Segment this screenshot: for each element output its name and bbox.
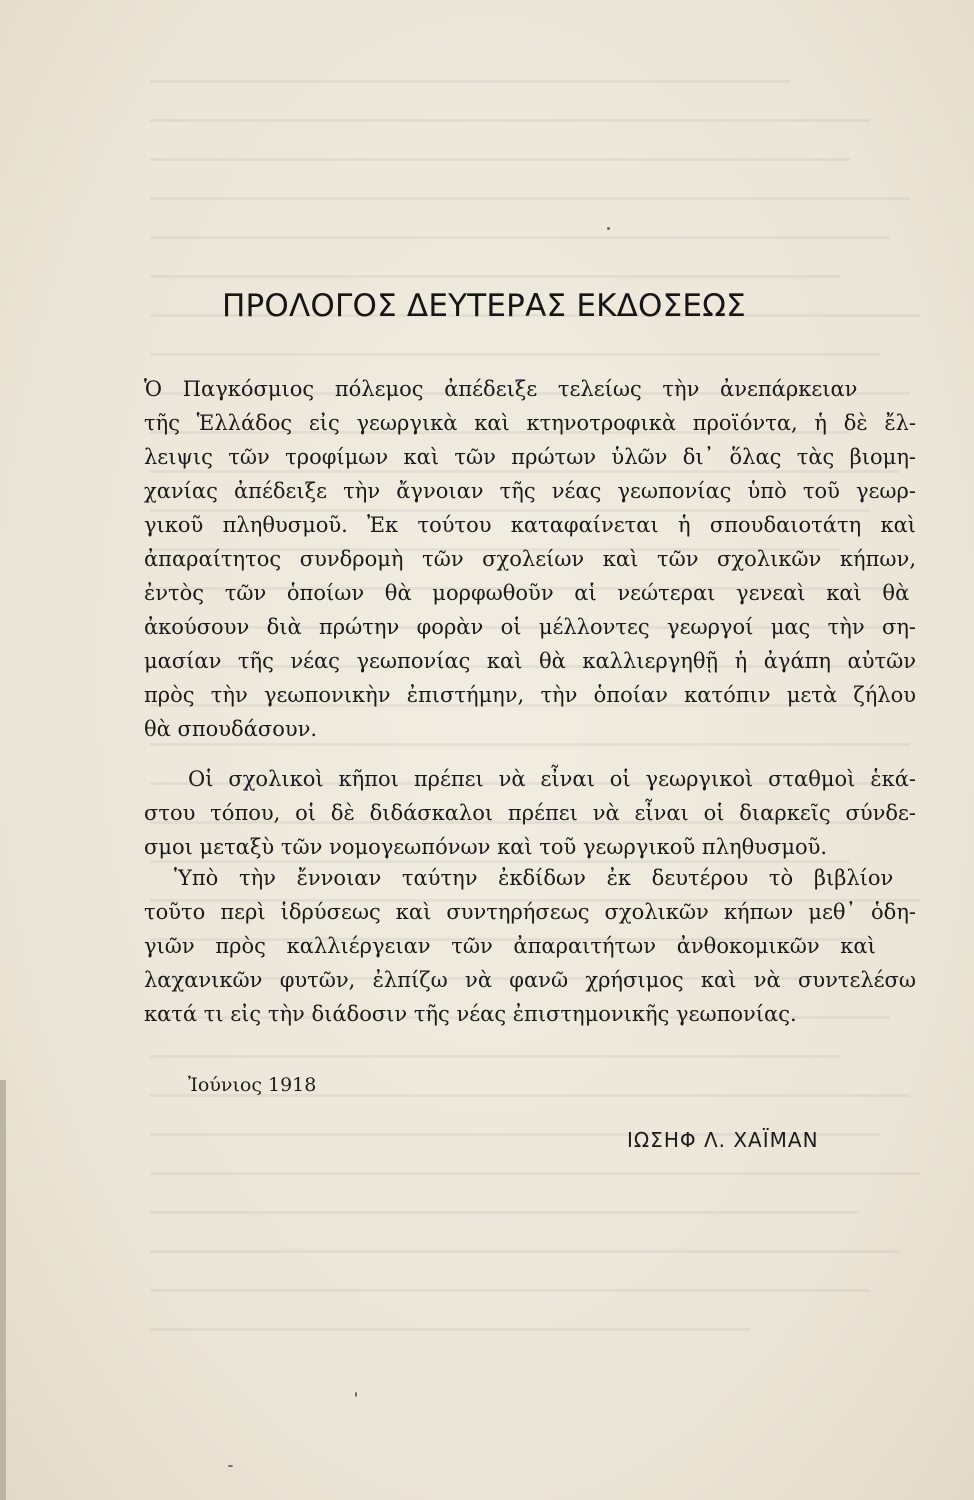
- page-edge-shadow: [0, 1080, 6, 1500]
- text-line: στου τόπου, οἱ δὲ διδάσκαλοι πρέπει νὰ εἶναι οἱ διαρκεῖς σύνδε-: [144, 801, 916, 825]
- text-line: Ὁ Παγκόσμιος πόλεμος ἀπέδειξε τελείως τὴν ἀνεπάρκειαν: [144, 377, 858, 401]
- date-line: Ἰούνιος 1918: [188, 1074, 317, 1096]
- text-line: γιῶν πρὸς καλλιέργειαν τῶν ἀπαραιτήτων ἀνθοκομικῶν καὶ: [144, 934, 876, 958]
- paper-speck: [607, 227, 610, 230]
- paragraph-1: [144, 372, 916, 746]
- text-line: λειψις τῶν τροφίμων καὶ τῶν πρώτων ὑλῶν δι᾽ ὅλας τὰς βιομη-: [144, 445, 916, 469]
- paper-speck: [228, 1465, 233, 1467]
- text-line: πρὸς τὴν γεωπονικὴν ἐπιστήμην, τὴν ὁποίαν κατόπιν μετὰ ζήλου: [144, 683, 916, 707]
- text-line: χανίας ἀπέδειξε τὴν ἄγνοιαν τῆς νέας γεωπονίας ὑπὸ τοῦ γεωρ-: [144, 479, 916, 503]
- text-line: ἀκούσουν διὰ πρώτην φορὰν οἱ μέλλοντες γεωργοί μας τὴν ση-: [144, 615, 916, 639]
- author-signature: ΙΩΣΗΦ Λ. ΧΑΪΜΑΝ: [627, 1128, 819, 1152]
- page-heading: ΠΡΟΛΟΓΟΣ ΔΕΥΤΕΡΑΣ ΕΚΔΟΣΕΩΣ: [222, 288, 746, 324]
- text-line: θὰ σπουδάσουν.: [144, 717, 318, 741]
- text-line: τοῦτο περὶ ἱδρύσεως καὶ συντηρήσεως σχολικῶν κήπων μεθ᾽ ὁδη-: [144, 900, 916, 924]
- text-line: σμοι μεταξὺ τῶν νομογεωπόνων καὶ τοῦ γεωργικοῦ πληθυσμοῦ.: [144, 835, 828, 859]
- text-line: Οἱ σχολικοὶ κῆποι πρέπει νὰ εἶναι οἱ γεωργικοὶ σταθμοὶ ἑκά-: [188, 767, 916, 791]
- text-line: Ὑπὸ τὴν ἔννοιαν ταύτην ἐκδίδων ἐκ δευτέρου τὸ βιβλίον: [174, 866, 894, 890]
- paragraph-3: [144, 861, 916, 1031]
- text-line: λαχανικῶν φυτῶν, ἐλπίζω νὰ φανῶ χρήσιμος καὶ νὰ συντελέσω: [144, 968, 916, 992]
- text-line: κατά τι εἰς τὴν διάδοσιν τῆς νέας ἐπιστημονικῆς γεωπονίας.: [144, 1002, 797, 1026]
- text-line: γικοῦ πληθυσμοῦ. Ἐκ τούτου καταφαίνεται ἡ σπουδαιοτάτη καὶ: [144, 513, 916, 537]
- text-line: ἀπαραίτητος συνδρομὴ τῶν σχολείων καὶ τῶν σχολικῶν κήπων,: [144, 547, 916, 571]
- text-line: ἐντὸς τῶν ὁποίων θὰ μορφωθοῦν αἱ νεώτεραι γενεαὶ καὶ θὰ: [144, 581, 910, 605]
- text-line: μασίαν τῆς νέας γεωπονίας καὶ θὰ καλλιεργηθῇ ἡ ἀγάπη αὐτῶν: [144, 649, 916, 673]
- paper-speck: [355, 1392, 357, 1397]
- text-line: τῆς Ἑλλάδος εἰς γεωργικὰ καὶ κτηνοτροφικὰ προϊόντα, ἡ δὲ ἔλ-: [144, 411, 916, 435]
- paragraph-2: [144, 762, 916, 864]
